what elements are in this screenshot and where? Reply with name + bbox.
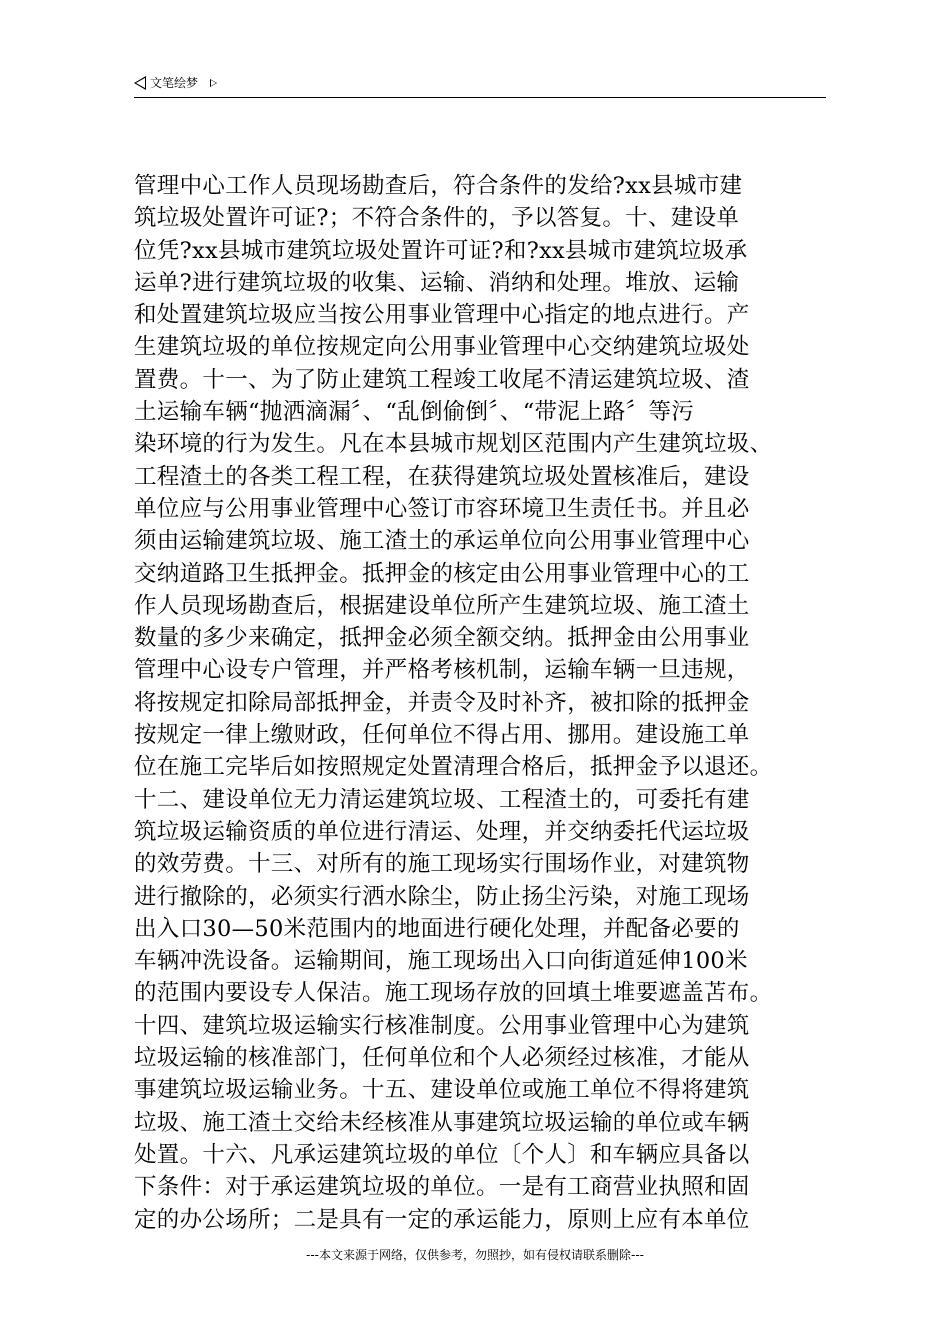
text-line: 作人员现场勘查后，根据建设单位所产生建筑垃圾、施工渣土 [134, 592, 750, 619]
text-line: 运单?进行建筑垃圾的收集、运输、消纳和处理。堆放、运输 [134, 269, 740, 296]
text-line: 定的办公场所；二是具有一定的承运能力，原则上应有本单位 [134, 1206, 750, 1233]
text-line: 十四、建筑垃圾运输实行核准制度。公用事业管理中心为建筑 [134, 1012, 750, 1039]
body-text [134, 170, 834, 1236]
text-line: 置费。十一、为了防止建筑工程竣工收尾不清运建筑垃圾、渣 [134, 366, 750, 393]
text-line: 的范围内要设专人保洁。施工现场存放的回填土堆要遮盖苫布。 [134, 980, 773, 1007]
text-line: 交纳道路卫生抵押金。抵押金的核定由公用事业管理中心的工 [134, 560, 750, 587]
text-line: 工程渣土的各类工程工程，在获得建筑垃圾处置核准后，建设 [134, 463, 750, 490]
header-rule [134, 97, 826, 98]
text-line: 出入口30—50米范围内的地面进行硬化处理，并配备必要的 [134, 915, 740, 942]
text-line: 车辆冲洗设备。运输期间，施工现场出入口向街道延伸100米 [134, 948, 748, 975]
text-line: 的效劳费。十三、对所有的施工现场实行围场作业，对建筑物 [134, 851, 750, 878]
text-line: 事建筑垃圾运输业务。十五、建设单位或施工单位不得将建筑 [134, 1077, 750, 1104]
text-line: 位凭?xx县城市建筑垃圾处置许可证?和?xx县城市建筑垃圾承 [134, 237, 748, 264]
header-title: 文笔绘梦 [150, 76, 199, 90]
text-line: 筑垃圾运输资质的单位进行清运、处理，并交纳委托代运垃圾 [134, 818, 750, 845]
text-line: 和处置建筑垃圾应当按公用事业管理中心指定的地点进行。产 [134, 302, 750, 329]
text-line: 管理中心工作人员现场勘查后，符合条件的发给?xx县城市建 [134, 173, 743, 199]
text-line: 染环境的行为发生。凡在本县城市规划区范围内产生建筑垃圾、 [134, 431, 773, 458]
text-line: 管理中心设专户管理，并严格考核机制，运输车辆一旦违规， [134, 657, 750, 684]
text-line: 数量的多少来确定，抵押金必须全额交纳。抵押金由公用事业 [134, 625, 750, 652]
text-line: 筑垃圾处置许可证?；不符合条件的，予以答复。十、建设单 [134, 205, 740, 232]
text-line: 单位应与公用事业管理中心签订市容环境卫生责任书。并且必 [134, 495, 750, 522]
header-brand [134, 74, 826, 91]
text-line: 按规定一律上缴财政，任何单位不得占用、挪用。建设施工单 [134, 722, 750, 749]
page-header [134, 74, 826, 98]
right-triangle-icon [210, 79, 217, 87]
text-line: 将按规定扣除局部抵押金，并责令及时补齐，被扣除的抵押金 [134, 689, 750, 716]
text-line: 须由运输建筑垃圾、施工渣土的承运单位向公用事业管理中心 [134, 528, 750, 555]
text-line: 土运输车辆“抛洒滴漏〞、“乱倒偷倒〞、“带泥上路〞等污 [134, 399, 695, 426]
text-line: 垃圾运输的核准部门，任何单位和个人必须经过核准，才能从 [134, 1045, 750, 1072]
text-line: 生建筑垃圾的单位按规定向公用事业管理中心交纳建筑垃圾处 [134, 334, 750, 361]
page-footer: ---本文来源于网络，仅供参考，勿照抄，如有侵权请联系删除--- [306, 1248, 644, 1262]
left-triangle-icon [134, 76, 146, 90]
text-line: 进行撤除的，必须实行洒水除尘，防止扬尘污染，对施工现场 [134, 883, 750, 910]
text-line: 下条件：对于承运建筑垃圾的单位。一是有工商营业执照和固 [134, 1174, 750, 1201]
text-line: 处置。十六、凡承运建筑垃圾的单位〔个人〕和车辆应具备以 [134, 1141, 750, 1168]
text-line: 垃圾、施工渣土交给未经核准从事建筑垃圾运输的单位或车辆 [134, 1109, 750, 1136]
text-line: 十二、建设单位无力清运建筑垃圾、工程渣土的，可委托有建 [134, 786, 750, 813]
text-line: 位在施工完毕后如按照规定处置清理合格后，抵押金予以退还。 [134, 754, 773, 781]
